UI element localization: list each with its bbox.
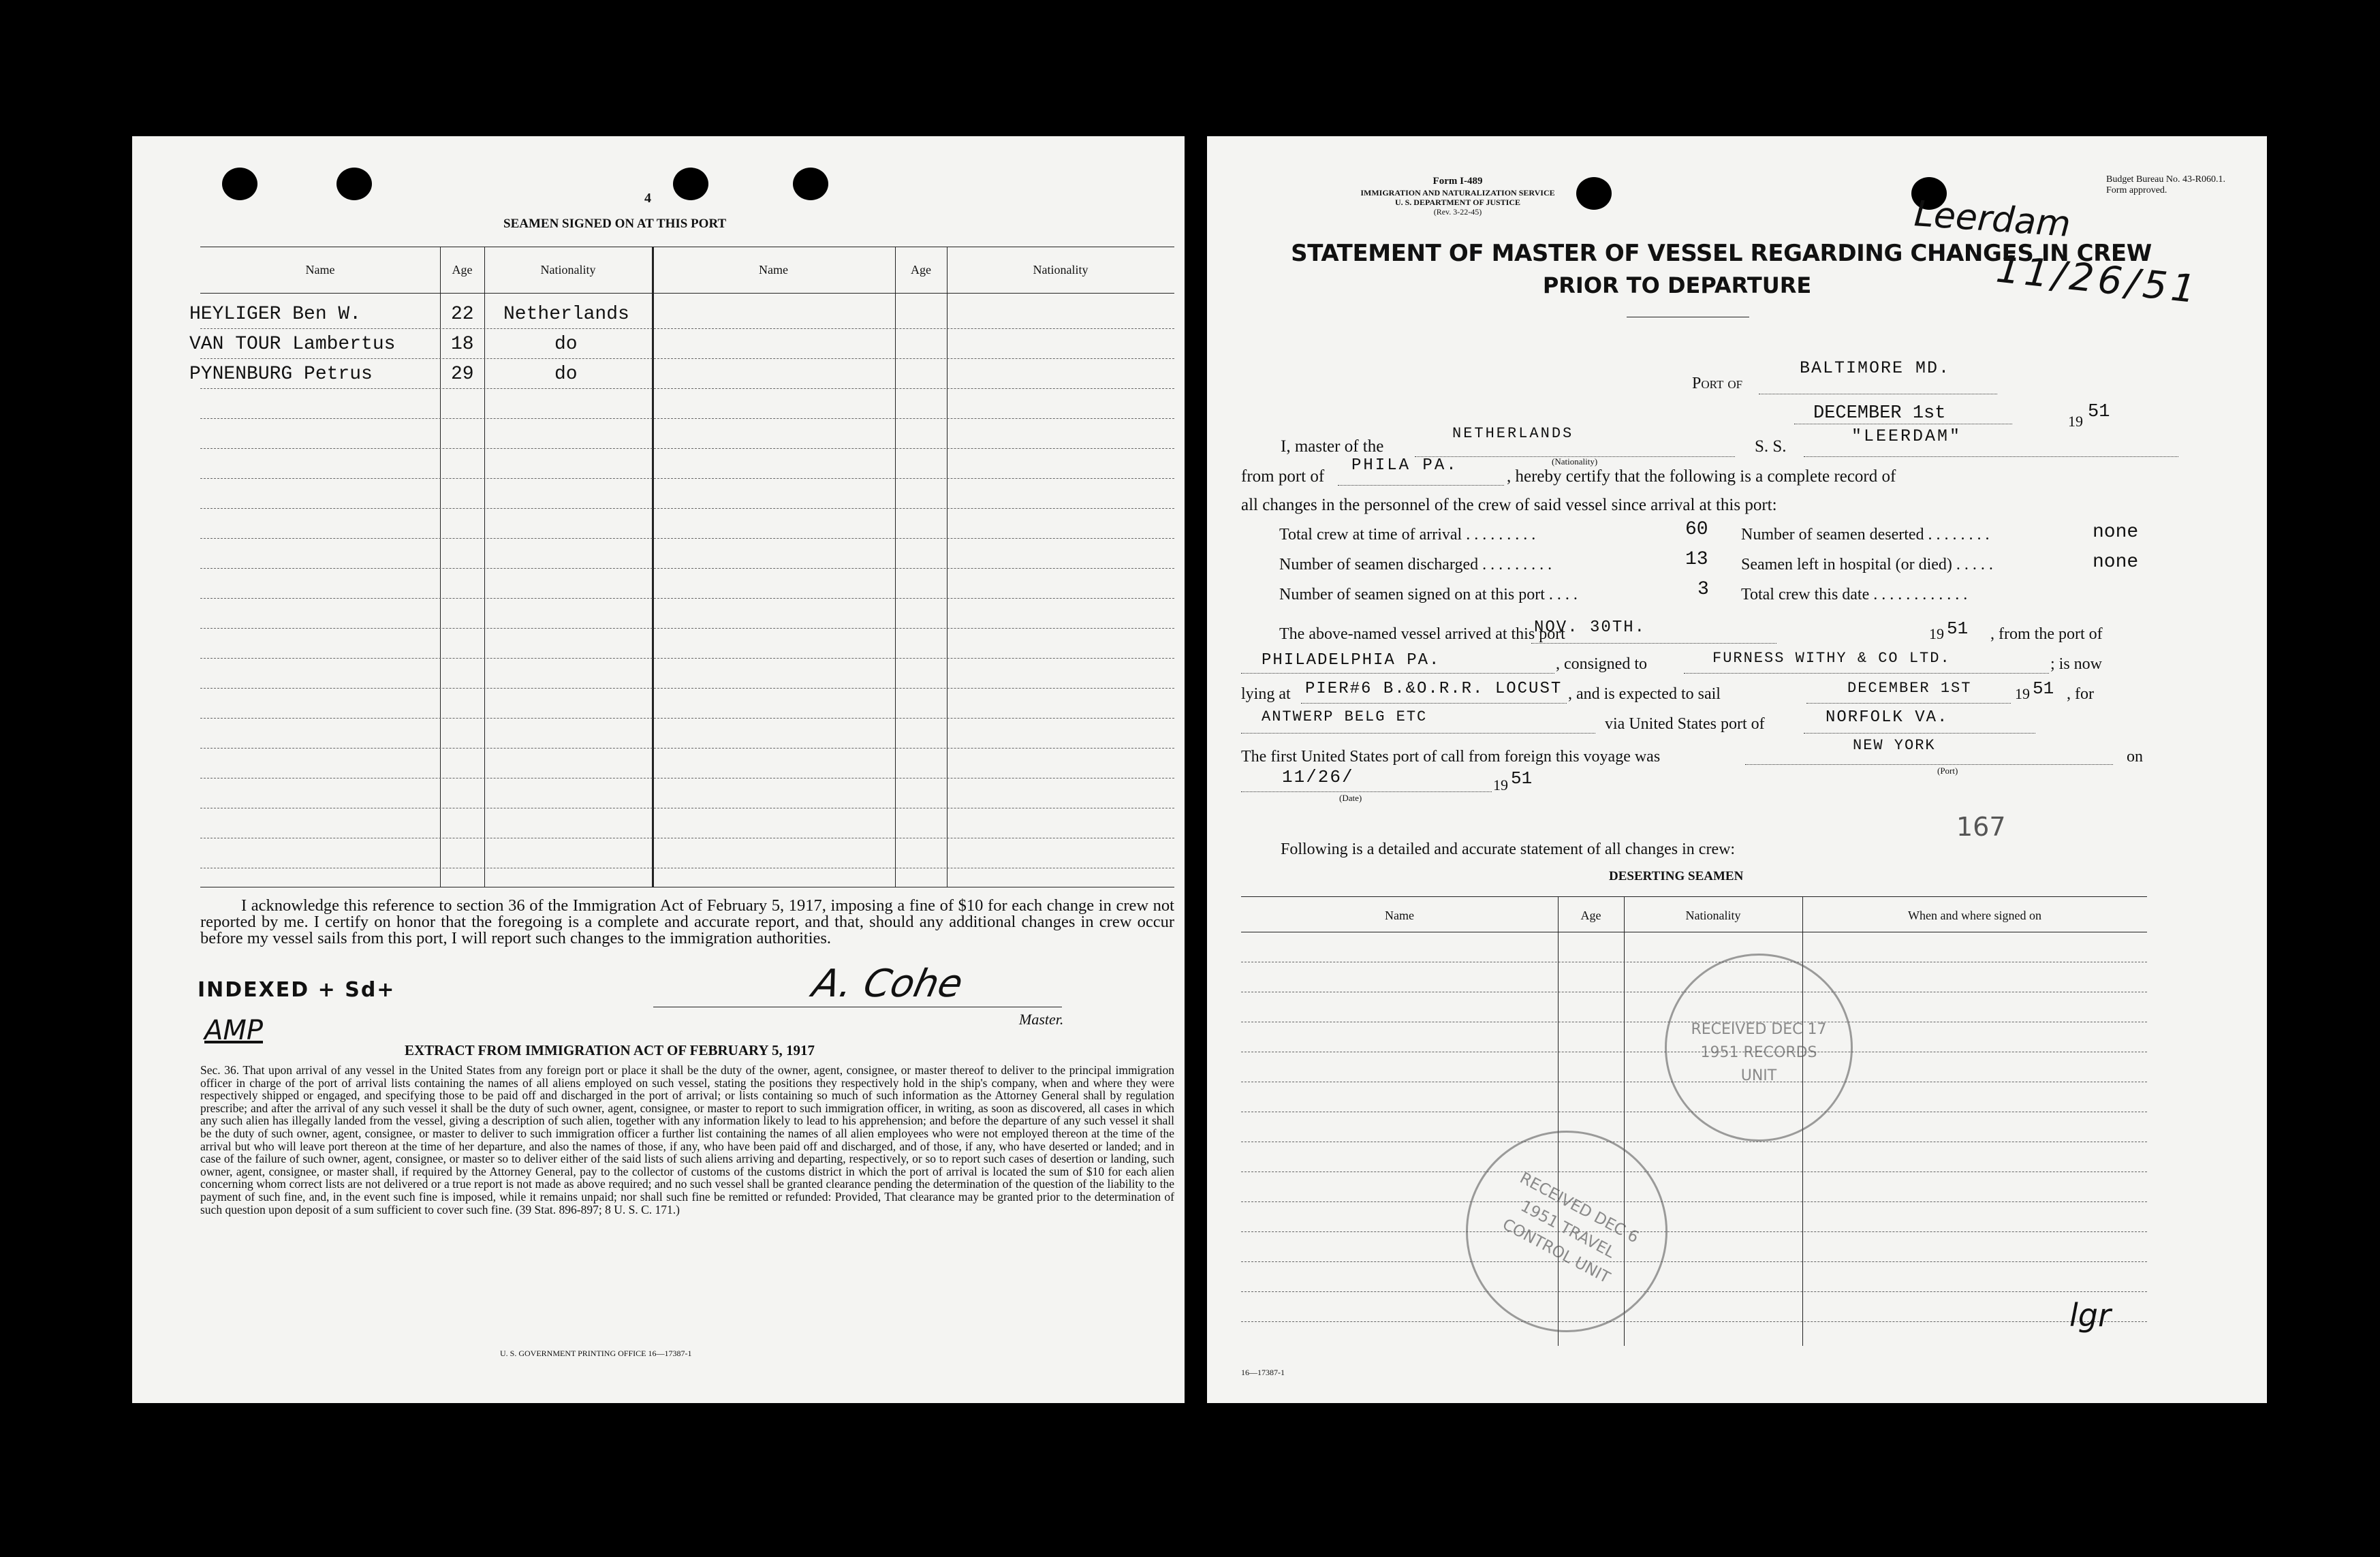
table-row	[200, 598, 1174, 599]
ss-label: S. S.	[1755, 437, 1787, 456]
arrived-underline	[1531, 643, 1776, 644]
punch-hole	[336, 168, 372, 200]
sail-date-underline	[1806, 703, 2011, 704]
column-header-name: Name	[305, 263, 335, 277]
form-title: STATEMENT OF MASTER OF VESSEL REGARDING CHANGES IN CREW	[1291, 240, 2152, 267]
date-caption: (Date)	[1339, 793, 1362, 803]
left-page	[132, 136, 1185, 1403]
date-value: DECEMBER 1st	[1813, 403, 1946, 424]
column-header-age: Age	[452, 263, 473, 277]
table-row	[200, 748, 1174, 749]
table-row	[200, 418, 1174, 419]
first-port-year-prefix: 19	[1493, 776, 1508, 793]
table-row	[200, 718, 1174, 719]
from-the-port-underline	[1241, 673, 1554, 674]
from-the-port-label: , from the port of	[1990, 625, 2103, 643]
first-port-year: 51	[1511, 768, 1533, 789]
handwritten-vessel-name: Leerdam	[1913, 193, 2072, 245]
acknowledgment-text: I acknowledge this reference to section 36 of the Immigration Act of February 5, 1917, imposing a fine of $10 for each change in crew not reported by me. I certify on honor that the foregoing is a complete and accurate report, and that, should any additional changes in crew occur before my vessel sails from this port, I will report such changes to the immigration authorities.	[200, 896, 1174, 947]
agency-line: U. S. DEPARTMENT OF JUSTICE	[1394, 198, 1521, 207]
column-divider	[440, 247, 441, 887]
total-crew-arrival-label: Total crew at time of arrival . . . . . . . . .	[1279, 526, 1536, 544]
deserting-table-top-rule	[1241, 896, 2147, 897]
via-underline	[1804, 733, 2035, 734]
certify-text: , hereby certify that the following is a complete record of	[1507, 467, 1896, 486]
first-port-label: The first United States port of call from foreign this voyage was	[1241, 748, 1661, 766]
table-row	[200, 568, 1174, 569]
stamp-text: RECEIVED DEC 17 1951 RECORDS UNIT	[1691, 1021, 1827, 1084]
extract-paragraph: Sec. 36. That upon arrival of any vessel in the United States from any foreign port or place it shall be the duty of the owner, agent, consignee, or master thereof to deliver to the principal immigration officer in charge of the port of arrival lists containing the names of all aliens employed on such vessel, stating the positions they respectively hold in the ship's company, when and where they were respectively shipped or engaged, and specifying those to be paid off and discharged in the port of arrival; or lists containing so much of such information as the Attorney General shall by regulation prescribe; and after the arrival of any such vessel it shall be the duty of such owner, agent, consignee, or master to report to such immigration officer, in writing, as soon as discovered, all cases in which any such alien has illegally landed from the vessel, giving a description of such alien, together with any information likely to lead to his apprehension; and before the departure of any such vessel it shall be the duty of such owner, agent, consignee, or master to deliver to such immigration officer a further list containing the names of all alien employees who were not employed thereon at the time of the arrival but who will leave port thereon at the time of her departure, and also the names of those, if any, who have been paid off and discharged, and of those, if any, who have deserted or landed; and in case of the failure of such owner, agent, consignee, or master so to deliver either of the said lists of such aliens arriving and departing, respectively, or so to report such cases of desertion or landing, such owner, agent, consignee, or master shall, if required by the Attorney General, pay to the collector of customs of the customs district in which the port of arrival is located the sum of $10 for each alien concerning whom correct lists are not delivered or a true report is not made as above required; and no such vessel shall be granted clearance pending the determination of the question of the liability to the payment of such fine, and, in the event such fine is imposed, while it remains unpaid; nor shall such fine be remitted or refunded: Provided, That clearance may be granted prior to the determination of such question upon deposit of a sum sufficient to cover such fine. (39 Stat. 896-897; 8 U. S. C. 171.)	[200, 1063, 1174, 1216]
destination-underline	[1241, 733, 1595, 734]
table-header-rule	[200, 293, 1174, 294]
extract-title: EXTRACT FROM IMMIGRATION ACT OF FEBRUARY 5, 1917	[405, 1042, 815, 1058]
port-value: BALTIMORE MD.	[1800, 358, 1951, 378]
destination-value: ANTWERP BELG ETC	[1262, 708, 1428, 725]
seamen-signed-on-value: 3	[1697, 579, 1709, 600]
form-number: Form I-489	[1432, 176, 1483, 187]
arrived-label: The above-named vessel arrived at this port	[1279, 625, 1565, 643]
table-row	[200, 448, 1174, 449]
table-row	[200, 328, 1174, 329]
consigned-value: FURNESS WITHY & CO LTD.	[1712, 650, 1951, 667]
table-row	[200, 658, 1174, 659]
received-stamp-travel-control	[1430, 1095, 1703, 1368]
handwritten-number: 167	[1956, 812, 2006, 842]
budget-line: Form approved.	[2106, 185, 2167, 195]
seaman-name: HEYLIGER Ben W.	[189, 304, 362, 325]
seaman-nationality: do	[554, 334, 578, 355]
seaman-age: 29	[451, 364, 474, 385]
table-row	[200, 538, 1174, 539]
from-port-value: PHILA PA.	[1351, 456, 1458, 475]
from-the-port-value: PHILADELPHIA PA.	[1262, 651, 1441, 670]
handwritten-initials: lgr	[2069, 1297, 2111, 1334]
seaman-age: 22	[451, 304, 474, 325]
sail-year: 51	[2033, 678, 2054, 699]
table-row	[200, 358, 1174, 359]
column-divider	[947, 247, 948, 887]
table-row	[200, 688, 1174, 689]
following-label: Following is a detailed and accurate statement of all changes in crew:	[1281, 840, 1736, 858]
year-prefix: 19	[2068, 413, 2083, 430]
first-port-value: NEW YORK	[1853, 737, 1936, 754]
seamen-discharged-label: Number of seamen discharged . . . . . . . . .	[1279, 556, 1552, 573]
master-label: Master.	[1019, 1011, 1064, 1028]
handwritten-date: 11/26/51	[1994, 247, 2202, 313]
punch-hole	[222, 168, 257, 200]
table-row	[1241, 1261, 2147, 1262]
master-signature: A. Cohe	[809, 962, 967, 1006]
table-row	[200, 388, 1174, 389]
table-row	[1241, 1291, 2147, 1292]
column-header-name: Name	[759, 263, 788, 277]
form-subtitle: PRIOR TO DEPARTURE	[1542, 272, 1812, 298]
seaman-name: VAN TOUR Lambertus	[189, 334, 396, 355]
table-row	[1241, 1171, 2147, 1172]
amp-note: AMP	[204, 1015, 263, 1046]
agency-line: IMMIGRATION AND NATURALIZATION SERVICE	[1360, 188, 1555, 198]
table-row	[1241, 1321, 2147, 1322]
seamen-signed-on-label: Number of seamen signed on at this port . . . .	[1279, 586, 1578, 603]
from-port-label: from port of	[1241, 467, 1325, 486]
seamen-hospital-value: none	[2093, 552, 2139, 573]
nationality-value: NETHERLANDS	[1452, 425, 1574, 442]
punch-hole	[793, 168, 828, 200]
seaman-name: PYNENBURG Petrus	[189, 364, 373, 385]
year-value: 51	[2088, 402, 2110, 422]
deserting-title: DESERTING SEAMEN	[1609, 869, 1744, 883]
lying-value: PIER#6 B.&O.R.R. LOCUST	[1305, 680, 1563, 698]
extract-text	[200, 1064, 1174, 1216]
table-row	[200, 478, 1174, 479]
seamen-deserted-value: none	[2093, 522, 2139, 543]
page-number: 4	[644, 191, 651, 206]
section-title: SEAMEN SIGNED ON AT THIS PORT	[503, 217, 727, 231]
column-divider	[895, 247, 896, 887]
seamen-deserted-label: Number of seamen deserted . . . . . . . .	[1741, 526, 1990, 544]
column-header-age: Age	[911, 263, 931, 277]
total-crew-date-label: Total crew this date . . . . . . . . . . . .	[1741, 586, 1968, 603]
via-value: NORFOLK VA.	[1826, 708, 1949, 727]
table-row	[200, 508, 1174, 509]
footer-code: 16—17387-1	[1241, 1368, 1285, 1377]
budget-line: Budget Bureau No. 43-R060.1.	[2106, 174, 2225, 185]
lying-label: lying at	[1241, 685, 1291, 703]
consigned-label: , consigned to	[1556, 655, 1647, 673]
seamen-hospital-label: Seamen left in hospital (or died) . . . . .	[1741, 556, 1993, 573]
port-caption: (Port)	[1937, 766, 1958, 776]
first-port-date: 11/26/	[1282, 767, 1354, 787]
column-divider	[484, 247, 485, 887]
seamen-discharged-value: 13	[1685, 549, 1708, 570]
sail-year-prefix: 19	[2015, 685, 2030, 702]
column-header-nationality: Nationality	[540, 263, 596, 277]
punch-hole	[673, 168, 708, 200]
certify-text-line2: all changes in the personnel of the crew of said vessel since arrival at this port:	[1241, 496, 1777, 514]
deserting-column-age: Age	[1580, 909, 1601, 922]
deserting-column-name: Name	[1385, 909, 1414, 922]
indexed-note: INDEXED + Sd+	[198, 978, 396, 1002]
for-label: , for	[2067, 685, 2094, 703]
is-now-label: ; is now	[2050, 655, 2103, 673]
arrived-year-prefix: 19	[1929, 625, 1944, 642]
revision-line: (Rev. 3-22-45)	[1433, 207, 1482, 217]
vessel-underline	[1804, 456, 2178, 457]
deserting-column-nationality: Nationality	[1685, 909, 1741, 922]
master-of-label: I, master of the	[1281, 437, 1384, 456]
column-divider	[652, 247, 654, 887]
first-port-underline	[1745, 764, 2113, 765]
first-port-date-underline	[1241, 791, 1492, 792]
received-stamp-records	[1665, 954, 1853, 1142]
arrived-value: NOV. 30TH.	[1534, 618, 1646, 637]
port-label: Port of	[1692, 375, 1743, 392]
table-row	[1241, 1201, 2147, 1202]
seaman-age: 18	[451, 334, 474, 355]
column-header-nationality: Nationality	[1033, 263, 1089, 277]
seaman-nationality: Netherlands	[503, 304, 629, 325]
table-row	[1241, 1231, 2147, 1232]
on-label: on	[2127, 748, 2143, 766]
right-page	[1207, 136, 2267, 1403]
consigned-underline	[1684, 673, 2049, 674]
nationality-caption: (Nationality)	[1552, 456, 1598, 467]
via-label: via United States port of	[1605, 715, 1765, 733]
from-port-underline	[1338, 485, 1504, 486]
total-crew-arrival-value: 60	[1685, 519, 1708, 540]
table-row	[200, 628, 1174, 629]
vessel-value: "LEERDAM"	[1851, 426, 1962, 446]
expected-label: , and is expected to sail	[1568, 685, 1721, 703]
lying-underline	[1301, 703, 1567, 704]
arrived-year: 51	[1947, 618, 1969, 639]
printer-line: U. S. GOVERNMENT PRINTING OFFICE 16—17387-1	[500, 1349, 692, 1358]
seaman-nationality: do	[554, 364, 578, 385]
deserting-column-signed-on: When and where signed on	[1908, 909, 2041, 922]
sail-date-value: DECEMBER 1ST	[1847, 680, 1972, 697]
stamp-text: RECEIVED DEC 6 1951 TRAVEL CONTROL UNIT	[1499, 1169, 1642, 1287]
